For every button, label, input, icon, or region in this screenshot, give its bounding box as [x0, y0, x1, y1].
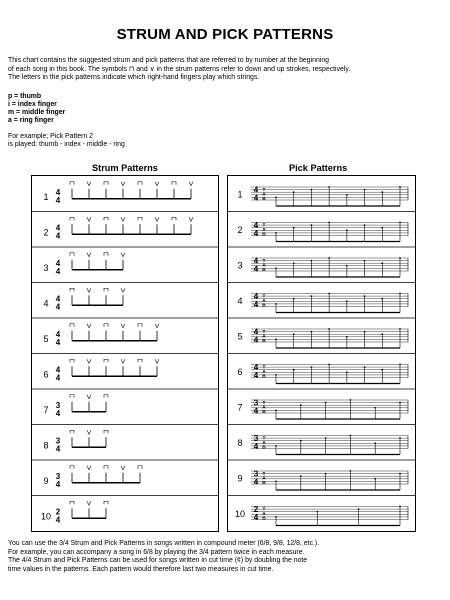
- up-stroke-icon: [87, 359, 91, 363]
- pattern-number: 1: [237, 189, 243, 200]
- tab-note: [293, 191, 295, 193]
- tab-note: [350, 435, 352, 437]
- tab-note: [399, 364, 401, 366]
- tab-note: [293, 298, 295, 300]
- up-stroke-icon: [189, 217, 193, 221]
- down-stroke-icon: [70, 466, 74, 469]
- tab-note: [311, 366, 313, 368]
- tab-note: [399, 222, 401, 224]
- tab-note: [325, 473, 327, 475]
- tab-note: [316, 511, 318, 513]
- time-signature-top: 2: [253, 505, 259, 514]
- intro-paragraph: [8, 57, 438, 83]
- time-signature-top: 3: [253, 434, 259, 443]
- strum-patterns-notation: [32, 176, 218, 531]
- up-stroke-icon: [155, 217, 159, 221]
- pattern-number: 2: [237, 225, 243, 235]
- tab-letter: T: [262, 223, 266, 229]
- up-stroke-icon: [87, 395, 91, 399]
- tab-note: [328, 293, 330, 295]
- tab-note: [350, 399, 352, 401]
- time-signature-top: 4: [253, 327, 259, 337]
- tab-note: [381, 333, 383, 335]
- tab-note: [275, 516, 277, 518]
- time-signature-top: 3: [253, 469, 259, 479]
- time-signature-top: 4: [55, 365, 61, 375]
- legend-item: i = index finger: [8, 101, 57, 108]
- tab-note: [300, 440, 302, 442]
- tab-note: [381, 369, 383, 371]
- tab-note: [399, 402, 401, 404]
- tab-letter: A: [262, 370, 266, 376]
- down-stroke-icon: [70, 395, 74, 398]
- tab-note: [328, 328, 330, 330]
- pattern-number: 7: [43, 404, 49, 415]
- pattern-number: 5: [237, 331, 243, 342]
- tab-letter: A: [262, 192, 266, 198]
- tab-note: [346, 194, 348, 196]
- intro-line: of each song in this book. The symbols ⊓ and ∨ in the strum patterns refer to down and up strokes, respectively.: [8, 65, 351, 73]
- tab-note: [374, 442, 376, 444]
- tab-note: [399, 257, 401, 259]
- tab-letter: B: [262, 197, 266, 203]
- tab-letter: B: [262, 481, 266, 487]
- tab-note: [328, 186, 330, 188]
- tab-note: [275, 481, 277, 483]
- tab-note: [293, 333, 295, 335]
- tab-note: [364, 295, 366, 297]
- tab-letter: B: [262, 445, 266, 451]
- tab-note: [399, 506, 401, 508]
- tab-note: [381, 191, 383, 193]
- down-stroke-icon: [104, 395, 108, 398]
- pattern-number: 8: [43, 440, 49, 451]
- tab-letter: T: [262, 365, 266, 371]
- time-signature-top: 4: [253, 256, 259, 266]
- tab-note: [399, 473, 401, 475]
- footer-line: You can use the 3/4 Strum and Pick Patterns in songs written in compound meter (6/8, 9/8, 12/8, etc.).: [8, 540, 320, 547]
- tab-note: [364, 366, 366, 368]
- tab-note: [399, 186, 401, 188]
- down-stroke-icon: [138, 324, 142, 327]
- pattern-number: 2: [43, 227, 49, 238]
- time-signature-bottom: 4: [55, 373, 61, 383]
- time-signature-top: 3: [55, 400, 61, 410]
- tab-letter: T: [262, 401, 266, 406]
- pick-patterns-heading: Pick Patterns: [289, 163, 348, 173]
- up-stroke-icon: [87, 182, 91, 186]
- down-stroke-icon: [104, 182, 108, 185]
- tab-note: [350, 470, 352, 472]
- tab-note: [275, 339, 277, 341]
- time-signature-top: 4: [253, 292, 259, 301]
- footer-line: time values in the patterns. Each pattern would therefore last two measures in cut time.: [8, 565, 274, 573]
- up-stroke-icon: [155, 359, 159, 363]
- tab-letter: B: [262, 410, 266, 416]
- tab-note: [311, 295, 313, 297]
- up-stroke-icon: [87, 466, 91, 470]
- tab-note: [328, 364, 330, 366]
- time-signature-bottom: 4: [55, 195, 61, 205]
- up-stroke-icon: [121, 324, 125, 328]
- tab-letter: A: [262, 299, 266, 305]
- time-signature-bottom: 4: [55, 408, 61, 418]
- time-signature-bottom: 4: [253, 335, 259, 345]
- tab-note: [311, 331, 313, 333]
- up-stroke-icon: [155, 182, 159, 186]
- pattern-number: 6: [43, 369, 49, 380]
- tab-note: [399, 293, 401, 295]
- up-stroke-icon: [87, 288, 91, 292]
- tab-note: [346, 300, 348, 302]
- up-stroke-icon: [121, 253, 125, 257]
- tab-note: [325, 402, 327, 404]
- tab-letter: B: [262, 339, 266, 345]
- tab-note: [399, 437, 401, 439]
- down-stroke-icon: [70, 501, 74, 504]
- up-stroke-icon: [87, 501, 91, 505]
- tab-note: [364, 189, 366, 191]
- footer-line: For example, you can accompany a song in 6/8 by playing the 3/4 pattern twice in each measure.: [8, 548, 305, 556]
- tab-note: [364, 331, 366, 333]
- tab-letter: T: [262, 330, 266, 335]
- down-stroke-icon: [70, 359, 74, 362]
- tab-note: [346, 265, 348, 267]
- down-stroke-icon: [104, 253, 108, 256]
- time-signature-top: 2: [55, 507, 61, 517]
- tab-letter: A: [262, 441, 266, 447]
- time-signature-bottom: 4: [55, 479, 61, 489]
- example-text: [8, 133, 125, 150]
- pattern-number: 1: [43, 191, 49, 202]
- tab-note: [300, 404, 302, 406]
- tab-letter: T: [262, 507, 266, 513]
- page-title: STRUM AND PICK PATTERNS: [116, 26, 334, 43]
- down-stroke-icon: [138, 466, 142, 469]
- tab-note: [293, 227, 295, 229]
- time-signature-top: 4: [55, 258, 61, 268]
- pick-patterns-notation: [228, 176, 415, 531]
- tab-note: [364, 224, 366, 226]
- down-stroke-icon: [104, 324, 108, 327]
- pattern-number: 7: [237, 402, 243, 413]
- tab-letter: B: [262, 516, 266, 522]
- up-stroke-icon: [87, 253, 91, 257]
- up-stroke-icon: [121, 217, 125, 221]
- down-stroke-icon: [104, 217, 108, 220]
- up-stroke-icon: [155, 324, 159, 328]
- time-signature-bottom: 4: [253, 513, 259, 522]
- down-stroke-icon: [172, 217, 176, 220]
- tab-note: [275, 374, 277, 376]
- pattern-number: 8: [237, 438, 243, 448]
- time-signature-bottom: 4: [55, 231, 61, 241]
- down-stroke-icon: [70, 430, 74, 433]
- up-stroke-icon: [121, 182, 125, 186]
- tab-note: [300, 475, 302, 477]
- time-signature-bottom: 4: [253, 229, 259, 238]
- tab-letter: A: [262, 476, 266, 482]
- time-signature-bottom: 4: [55, 337, 61, 347]
- down-stroke-icon: [138, 359, 142, 362]
- tab-note: [328, 222, 330, 224]
- tab-note: [275, 232, 277, 234]
- time-signature-top: 4: [55, 294, 61, 304]
- pattern-number: 3: [237, 260, 243, 271]
- pattern-number: 3: [43, 262, 49, 273]
- time-signature-bottom: 4: [253, 442, 259, 451]
- tab-letter: T: [262, 188, 266, 193]
- down-stroke-icon: [172, 182, 176, 185]
- down-stroke-icon: [104, 359, 108, 362]
- tab-note: [381, 262, 383, 264]
- tab-letter: B: [262, 303, 266, 309]
- tab-note: [374, 407, 376, 409]
- example-line: is played: thumb - index - middle - ring: [8, 141, 125, 149]
- time-signature-top: 4: [253, 185, 259, 195]
- tab-note: [346, 336, 348, 338]
- tab-note: [364, 260, 366, 262]
- time-signature-bottom: 4: [55, 444, 61, 454]
- legend-item: a = ring finger: [8, 117, 54, 124]
- down-stroke-icon: [70, 253, 74, 256]
- tab-note: [374, 478, 376, 480]
- tab-note: [325, 437, 327, 439]
- up-stroke-icon: [189, 182, 193, 186]
- tab-letter: T: [262, 472, 266, 477]
- tab-note: [399, 328, 401, 330]
- tab-note: [311, 260, 313, 262]
- down-stroke-icon: [70, 182, 74, 185]
- time-signature-bottom: 4: [55, 515, 61, 525]
- down-stroke-icon: [138, 182, 142, 185]
- tab-note: [381, 227, 383, 229]
- down-stroke-icon: [138, 217, 142, 220]
- strum-patterns-heading: Strum Patterns: [92, 163, 158, 173]
- finger-legend: [8, 93, 65, 125]
- time-signature-top: 4: [253, 363, 259, 372]
- up-stroke-icon: [121, 359, 125, 363]
- pattern-number: 5: [43, 333, 49, 344]
- tab-letter: B: [262, 232, 266, 238]
- time-signature-bottom: 4: [253, 477, 259, 487]
- tab-note: [328, 257, 330, 259]
- tab-letter: T: [262, 436, 266, 442]
- down-stroke-icon: [104, 430, 108, 433]
- up-stroke-icon: [87, 217, 91, 221]
- time-signature-top: 4: [55, 187, 61, 197]
- tab-letter: T: [262, 294, 266, 300]
- down-stroke-icon: [70, 324, 74, 327]
- tab-note: [275, 410, 277, 412]
- tab-note: [275, 197, 277, 199]
- tab-note: [293, 262, 295, 264]
- pattern-number: 10: [40, 511, 52, 522]
- up-stroke-icon: [87, 430, 91, 434]
- tab-note: [381, 298, 383, 300]
- time-signature-bottom: 4: [253, 193, 259, 203]
- tab-note: [346, 229, 348, 231]
- tab-letter: B: [262, 268, 266, 274]
- time-signature-top: 4: [253, 221, 259, 230]
- pattern-number: 9: [237, 473, 243, 484]
- down-stroke-icon: [70, 288, 74, 291]
- time-signature-top: 3: [253, 398, 259, 408]
- tab-note: [311, 224, 313, 226]
- tab-note: [293, 369, 295, 371]
- intro-line: The letters in the pick patterns indicate which right-hand fingers play which strings.: [8, 74, 260, 82]
- up-stroke-icon: [121, 288, 125, 292]
- tab-note: [275, 445, 277, 447]
- time-signature-top: 4: [55, 223, 61, 233]
- up-stroke-icon: [87, 324, 91, 328]
- tab-note: [275, 268, 277, 270]
- time-signature-top: 3: [55, 436, 61, 446]
- legend-item: m = middle finger: [8, 109, 66, 116]
- time-signature-bottom: 4: [55, 266, 61, 276]
- pattern-number: 4: [237, 296, 243, 306]
- tab-note: [346, 371, 348, 373]
- footer-paragraph: [8, 540, 444, 574]
- tab-letter: A: [262, 405, 266, 411]
- pattern-number: 9: [43, 475, 49, 486]
- intro-line: This chart contains the suggested strum and pick patterns that are referred to by number at the beginning: [8, 57, 329, 64]
- tab-letter: A: [262, 512, 266, 518]
- down-stroke-icon: [70, 217, 74, 220]
- pattern-number: 10: [234, 509, 246, 519]
- time-signature-top: 4: [55, 329, 61, 339]
- time-signature-top: 3: [55, 471, 61, 481]
- down-stroke-icon: [104, 288, 108, 291]
- pattern-number: 4: [43, 298, 49, 309]
- tab-letter: A: [262, 263, 266, 269]
- strum-patterns-panel: [31, 175, 219, 532]
- pattern-number: 6: [237, 367, 243, 377]
- tab-note: [311, 189, 313, 191]
- down-stroke-icon: [104, 466, 108, 469]
- tab-note: [275, 303, 277, 305]
- time-signature-bottom: 4: [253, 264, 259, 274]
- tab-letter: T: [262, 259, 266, 264]
- time-signature-bottom: 4: [253, 406, 259, 416]
- time-signature-bottom: 4: [253, 300, 259, 309]
- example-line: For example; Pick Pattern 2: [8, 133, 94, 140]
- pick-patterns-panel: [227, 175, 416, 532]
- tab-letter: A: [262, 334, 266, 340]
- tab-note: [358, 508, 360, 510]
- legend-item: p = thumb: [8, 93, 42, 100]
- down-stroke-icon: [104, 501, 108, 504]
- up-stroke-icon: [121, 466, 125, 470]
- tab-letter: B: [262, 374, 266, 380]
- time-signature-bottom: 4: [55, 302, 61, 312]
- time-signature-bottom: 4: [253, 371, 259, 380]
- footer-line: The 4/4 Strum and Pick Patterns can be used for songs written in cut time (¢) by doubling the note: [8, 557, 308, 564]
- tab-letter: A: [262, 228, 266, 234]
